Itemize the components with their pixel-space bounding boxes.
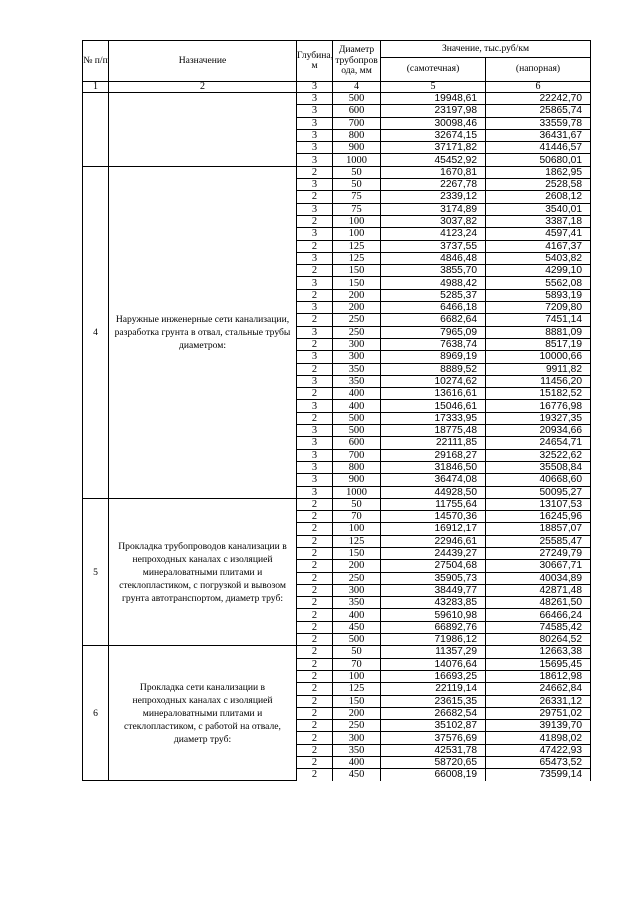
depth-cell: 3 bbox=[297, 425, 333, 437]
depth-cell: 2 bbox=[297, 560, 333, 572]
gravity-value-cell: 5285,37 bbox=[381, 289, 486, 301]
pressure-value-cell: 15695,45 bbox=[486, 658, 591, 670]
diameter-cell: 125 bbox=[333, 240, 381, 252]
gravity-value-cell: 71986,12 bbox=[381, 634, 486, 646]
pressure-value-cell: 50095,27 bbox=[486, 486, 591, 498]
depth-cell: 2 bbox=[297, 388, 333, 400]
gravity-value-cell: 2267,78 bbox=[381, 179, 486, 191]
pressure-value-cell: 13107,53 bbox=[486, 498, 591, 510]
pressure-value-cell: 7451,14 bbox=[486, 314, 591, 326]
depth-cell: 2 bbox=[297, 732, 333, 744]
depth-cell: 2 bbox=[297, 314, 333, 326]
gravity-value-cell: 7965,09 bbox=[381, 326, 486, 338]
pressure-value-cell: 36431,67 bbox=[486, 129, 591, 141]
pressure-value-cell: 8881,09 bbox=[486, 326, 591, 338]
depth-cell: 2 bbox=[297, 695, 333, 707]
depth-cell: 2 bbox=[297, 683, 333, 695]
depth-cell: 3 bbox=[297, 400, 333, 412]
diameter-cell: 250 bbox=[333, 572, 381, 584]
depth-cell: 2 bbox=[297, 670, 333, 682]
diameter-cell: 100 bbox=[333, 215, 381, 227]
pressure-value-cell: 27249,79 bbox=[486, 547, 591, 559]
depth-cell: 3 bbox=[297, 486, 333, 498]
pressure-value-cell: 74585,42 bbox=[486, 621, 591, 633]
depth-cell: 2 bbox=[297, 166, 333, 178]
table-row bbox=[83, 166, 591, 178]
table-body bbox=[83, 93, 591, 781]
gravity-value-cell: 4123,24 bbox=[381, 228, 486, 240]
diameter-cell: 350 bbox=[333, 597, 381, 609]
pressure-value-cell: 32522,62 bbox=[486, 449, 591, 461]
depth-cell: 2 bbox=[297, 757, 333, 769]
pressure-value-cell: 16245,96 bbox=[486, 511, 591, 523]
diameter-cell: 150 bbox=[333, 547, 381, 559]
gravity-value-cell: 3174,89 bbox=[381, 203, 486, 215]
gravity-value-cell: 3737,55 bbox=[381, 240, 486, 252]
pressure-value-cell: 29751,02 bbox=[486, 707, 591, 719]
depth-cell: 3 bbox=[297, 129, 333, 141]
pressure-value-cell: 2528,58 bbox=[486, 179, 591, 191]
index-cell: 5 bbox=[381, 82, 486, 93]
diameter-cell: 700 bbox=[333, 449, 381, 461]
diameter-cell: 50 bbox=[333, 166, 381, 178]
depth-cell: 2 bbox=[297, 215, 333, 227]
gravity-value-cell: 18775,48 bbox=[381, 425, 486, 437]
depth-cell: 3 bbox=[297, 437, 333, 449]
diameter-cell: 100 bbox=[333, 670, 381, 682]
gravity-value-cell: 31846,50 bbox=[381, 461, 486, 473]
gravity-value-cell: 45452,92 bbox=[381, 154, 486, 166]
header-depth: Глубина, м bbox=[297, 41, 333, 82]
diameter-cell: 300 bbox=[333, 732, 381, 744]
depth-cell: 2 bbox=[297, 289, 333, 301]
diameter-cell: 350 bbox=[333, 744, 381, 756]
pressure-value-cell: 40668,60 bbox=[486, 474, 591, 486]
pressure-value-cell: 66466,24 bbox=[486, 609, 591, 621]
header-gravity: (самотечная) bbox=[381, 58, 486, 82]
gravity-value-cell: 17333,95 bbox=[381, 412, 486, 424]
pressure-value-cell: 7209,80 bbox=[486, 302, 591, 314]
group-description: Наружные инженерные сети канализации, разработка грунта в отвал, стальные трубы диаметром: bbox=[109, 166, 297, 498]
pressure-value-cell: 50680,01 bbox=[486, 154, 591, 166]
gravity-value-cell: 2339,12 bbox=[381, 191, 486, 203]
diameter-cell: 50 bbox=[333, 179, 381, 191]
diameter-cell: 250 bbox=[333, 720, 381, 732]
depth-cell: 2 bbox=[297, 535, 333, 547]
header-value-group: Значение, тыс.руб/км bbox=[381, 41, 591, 58]
table-row bbox=[83, 646, 591, 658]
gravity-value-cell: 6682,64 bbox=[381, 314, 486, 326]
depth-cell: 3 bbox=[297, 375, 333, 387]
gravity-value-cell: 58720,65 bbox=[381, 757, 486, 769]
gravity-value-cell: 4846,48 bbox=[381, 252, 486, 264]
diameter-cell: 50 bbox=[333, 646, 381, 658]
depth-cell: 3 bbox=[297, 93, 333, 105]
group-number: 6 bbox=[83, 646, 109, 781]
pressure-value-cell: 19327,35 bbox=[486, 412, 591, 424]
depth-cell: 3 bbox=[297, 203, 333, 215]
gravity-value-cell: 35102,87 bbox=[381, 720, 486, 732]
depth-cell: 3 bbox=[297, 461, 333, 473]
gravity-value-cell: 44928,50 bbox=[381, 486, 486, 498]
pressure-value-cell: 47422,93 bbox=[486, 744, 591, 756]
depth-cell: 2 bbox=[297, 621, 333, 633]
gravity-value-cell: 14076,64 bbox=[381, 658, 486, 670]
pressure-value-cell: 24662,84 bbox=[486, 683, 591, 695]
diameter-cell: 200 bbox=[333, 560, 381, 572]
diameter-cell: 900 bbox=[333, 474, 381, 486]
diameter-cell: 800 bbox=[333, 461, 381, 473]
group-number: 5 bbox=[83, 498, 109, 646]
gravity-value-cell: 38449,77 bbox=[381, 584, 486, 596]
gravity-value-cell: 11755,64 bbox=[381, 498, 486, 510]
depth-cell: 2 bbox=[297, 412, 333, 424]
depth-cell: 3 bbox=[297, 474, 333, 486]
pressure-value-cell: 15182,52 bbox=[486, 388, 591, 400]
gravity-value-cell: 22946,61 bbox=[381, 535, 486, 547]
diameter-cell: 500 bbox=[333, 425, 381, 437]
gravity-value-cell: 29168,27 bbox=[381, 449, 486, 461]
group-number: 4 bbox=[83, 166, 109, 498]
gravity-value-cell: 1670,81 bbox=[381, 166, 486, 178]
pressure-value-cell: 35508,84 bbox=[486, 461, 591, 473]
pressure-value-cell: 5562,08 bbox=[486, 277, 591, 289]
depth-cell: 2 bbox=[297, 547, 333, 559]
gravity-value-cell: 19948,61 bbox=[381, 93, 486, 105]
gravity-value-cell: 36474,08 bbox=[381, 474, 486, 486]
depth-cell: 2 bbox=[297, 658, 333, 670]
gravity-value-cell: 22111,85 bbox=[381, 437, 486, 449]
gravity-value-cell: 22119,14 bbox=[381, 683, 486, 695]
depth-cell: 2 bbox=[297, 597, 333, 609]
depth-cell: 3 bbox=[297, 449, 333, 461]
diameter-cell: 250 bbox=[333, 326, 381, 338]
diameter-cell: 200 bbox=[333, 302, 381, 314]
gravity-value-cell: 15046,61 bbox=[381, 400, 486, 412]
depth-cell: 2 bbox=[297, 523, 333, 535]
pressure-value-cell: 11456,20 bbox=[486, 375, 591, 387]
depth-cell: 2 bbox=[297, 511, 333, 523]
gravity-value-cell: 35905,73 bbox=[381, 572, 486, 584]
header-diameter: Диаметр трубопров ода, мм bbox=[333, 41, 381, 82]
depth-cell: 2 bbox=[297, 720, 333, 732]
gravity-value-cell: 8969,19 bbox=[381, 351, 486, 363]
pressure-value-cell: 1862,95 bbox=[486, 166, 591, 178]
diameter-cell: 600 bbox=[333, 105, 381, 117]
index-cell: 3 bbox=[297, 82, 333, 93]
pressure-value-cell: 5893,19 bbox=[486, 289, 591, 301]
pressure-value-cell: 12663,38 bbox=[486, 646, 591, 658]
gravity-value-cell: 43283,85 bbox=[381, 597, 486, 609]
diameter-cell: 150 bbox=[333, 277, 381, 289]
diameter-cell: 300 bbox=[333, 338, 381, 350]
diameter-cell: 800 bbox=[333, 129, 381, 141]
diameter-cell: 450 bbox=[333, 621, 381, 633]
depth-cell: 2 bbox=[297, 646, 333, 658]
diameter-cell: 50 bbox=[333, 498, 381, 510]
diameter-cell: 75 bbox=[333, 191, 381, 203]
gravity-value-cell: 23197,98 bbox=[381, 105, 486, 117]
pressure-value-cell: 26331,12 bbox=[486, 695, 591, 707]
depth-cell: 2 bbox=[297, 769, 333, 781]
pressure-value-cell: 41446,57 bbox=[486, 142, 591, 154]
depth-cell: 2 bbox=[297, 707, 333, 719]
depth-cell: 2 bbox=[297, 744, 333, 756]
pressure-value-cell: 4299,10 bbox=[486, 265, 591, 277]
group-description bbox=[109, 93, 297, 167]
depth-cell: 3 bbox=[297, 351, 333, 363]
diameter-cell: 125 bbox=[333, 252, 381, 264]
depth-cell: 2 bbox=[297, 609, 333, 621]
pressure-value-cell: 25865,74 bbox=[486, 105, 591, 117]
gravity-value-cell: 14570,36 bbox=[381, 511, 486, 523]
table-row bbox=[83, 93, 591, 105]
gravity-value-cell: 3855,70 bbox=[381, 265, 486, 277]
gravity-value-cell: 42531,78 bbox=[381, 744, 486, 756]
diameter-cell: 500 bbox=[333, 634, 381, 646]
depth-cell: 2 bbox=[297, 338, 333, 350]
pressure-value-cell: 2608,12 bbox=[486, 191, 591, 203]
pressure-value-cell: 10000,66 bbox=[486, 351, 591, 363]
gravity-value-cell: 30098,46 bbox=[381, 117, 486, 129]
gravity-value-cell: 6466,18 bbox=[381, 302, 486, 314]
depth-cell: 2 bbox=[297, 498, 333, 510]
pressure-value-cell: 48261,50 bbox=[486, 597, 591, 609]
table-row bbox=[83, 498, 591, 510]
pressure-value-cell: 40034,89 bbox=[486, 572, 591, 584]
diameter-cell: 200 bbox=[333, 289, 381, 301]
diameter-cell: 70 bbox=[333, 658, 381, 670]
diameter-cell: 400 bbox=[333, 400, 381, 412]
depth-cell: 3 bbox=[297, 154, 333, 166]
pressure-value-cell: 9911,82 bbox=[486, 363, 591, 375]
depth-cell: 3 bbox=[297, 302, 333, 314]
pressure-value-cell: 20934,66 bbox=[486, 425, 591, 437]
diameter-cell: 150 bbox=[333, 265, 381, 277]
depth-cell: 2 bbox=[297, 265, 333, 277]
depth-cell: 2 bbox=[297, 191, 333, 203]
table-header bbox=[83, 41, 591, 93]
depth-cell: 2 bbox=[297, 634, 333, 646]
pressure-value-cell: 8517,19 bbox=[486, 338, 591, 350]
gravity-value-cell: 10274,62 bbox=[381, 375, 486, 387]
gravity-value-cell: 3037,82 bbox=[381, 215, 486, 227]
depth-cell: 2 bbox=[297, 240, 333, 252]
diameter-cell: 400 bbox=[333, 388, 381, 400]
pressure-value-cell: 22242,70 bbox=[486, 93, 591, 105]
header-pressure: (напорная) bbox=[486, 58, 591, 82]
header-num: № п/п bbox=[83, 41, 109, 82]
gravity-value-cell: 66892,76 bbox=[381, 621, 486, 633]
gravity-value-cell: 23615,35 bbox=[381, 695, 486, 707]
pressure-value-cell: 3540,01 bbox=[486, 203, 591, 215]
gravity-value-cell: 27504,68 bbox=[381, 560, 486, 572]
gravity-value-cell: 59610,98 bbox=[381, 609, 486, 621]
depth-cell: 2 bbox=[297, 572, 333, 584]
group-description: Прокладка сети канализации в непроходных каналах с изоляцией минераловатными плитами и стеклопластиком, с работой на отвале, диаметр труб: bbox=[109, 646, 297, 781]
gravity-value-cell: 32674,15 bbox=[381, 129, 486, 141]
pressure-value-cell: 18857,07 bbox=[486, 523, 591, 535]
gravity-value-cell: 7638,74 bbox=[381, 338, 486, 350]
pressure-value-cell: 65473,52 bbox=[486, 757, 591, 769]
depth-cell: 3 bbox=[297, 228, 333, 240]
cost-table bbox=[82, 40, 591, 781]
depth-cell: 3 bbox=[297, 105, 333, 117]
diameter-cell: 125 bbox=[333, 683, 381, 695]
pressure-value-cell: 41898,02 bbox=[486, 732, 591, 744]
diameter-cell: 1000 bbox=[333, 154, 381, 166]
pressure-value-cell: 30667,71 bbox=[486, 560, 591, 572]
diameter-cell: 500 bbox=[333, 93, 381, 105]
diameter-cell: 450 bbox=[333, 769, 381, 781]
pressure-value-cell: 4597,41 bbox=[486, 228, 591, 240]
diameter-cell: 100 bbox=[333, 228, 381, 240]
gravity-value-cell: 13616,61 bbox=[381, 388, 486, 400]
pressure-value-cell: 73599,14 bbox=[486, 769, 591, 781]
diameter-cell: 150 bbox=[333, 695, 381, 707]
depth-cell: 3 bbox=[297, 326, 333, 338]
depth-cell: 2 bbox=[297, 363, 333, 375]
depth-cell: 3 bbox=[297, 252, 333, 264]
diameter-cell: 75 bbox=[333, 203, 381, 215]
gravity-value-cell: 8889,52 bbox=[381, 363, 486, 375]
header-purpose: Назначение bbox=[109, 41, 297, 82]
gravity-value-cell: 37576,69 bbox=[381, 732, 486, 744]
pressure-value-cell: 5403,82 bbox=[486, 252, 591, 264]
pressure-value-cell: 18612,98 bbox=[486, 670, 591, 682]
gravity-value-cell: 11357,29 bbox=[381, 646, 486, 658]
pressure-value-cell: 80264,52 bbox=[486, 634, 591, 646]
group-description: Прокладка трубопроводов канализации в непроходных каналах с изоляцией минераловатными плитами и стеклопластиком, с погрузкой и вывозом грунта автотранспортом, диаметр труб: bbox=[109, 498, 297, 646]
diameter-cell: 400 bbox=[333, 757, 381, 769]
diameter-cell: 125 bbox=[333, 535, 381, 547]
diameter-cell: 500 bbox=[333, 412, 381, 424]
depth-cell: 3 bbox=[297, 142, 333, 154]
diameter-cell: 900 bbox=[333, 142, 381, 154]
document-page bbox=[82, 40, 590, 781]
gravity-value-cell: 37171,82 bbox=[381, 142, 486, 154]
diameter-cell: 600 bbox=[333, 437, 381, 449]
depth-cell: 2 bbox=[297, 584, 333, 596]
gravity-value-cell: 4988,42 bbox=[381, 277, 486, 289]
pressure-value-cell: 24654,71 bbox=[486, 437, 591, 449]
diameter-cell: 700 bbox=[333, 117, 381, 129]
gravity-value-cell: 66008,19 bbox=[381, 769, 486, 781]
pressure-value-cell: 42871,48 bbox=[486, 584, 591, 596]
index-cell: 4 bbox=[333, 82, 381, 93]
index-cell: 6 bbox=[486, 82, 591, 93]
diameter-cell: 400 bbox=[333, 609, 381, 621]
pressure-value-cell: 39139,70 bbox=[486, 720, 591, 732]
pressure-value-cell: 4167,37 bbox=[486, 240, 591, 252]
pressure-value-cell: 33559,78 bbox=[486, 117, 591, 129]
pressure-value-cell: 3387,18 bbox=[486, 215, 591, 227]
diameter-cell: 200 bbox=[333, 707, 381, 719]
gravity-value-cell: 24439,27 bbox=[381, 547, 486, 559]
gravity-value-cell: 26682,54 bbox=[381, 707, 486, 719]
depth-cell: 3 bbox=[297, 117, 333, 129]
gravity-value-cell: 16693,25 bbox=[381, 670, 486, 682]
diameter-cell: 70 bbox=[333, 511, 381, 523]
index-cell: 1 bbox=[83, 82, 109, 93]
pressure-value-cell: 25585,47 bbox=[486, 535, 591, 547]
diameter-cell: 300 bbox=[333, 351, 381, 363]
depth-cell: 3 bbox=[297, 277, 333, 289]
index-cell: 2 bbox=[109, 82, 297, 93]
diameter-cell: 250 bbox=[333, 314, 381, 326]
diameter-cell: 350 bbox=[333, 363, 381, 375]
depth-cell: 3 bbox=[297, 179, 333, 191]
pressure-value-cell: 16776,98 bbox=[486, 400, 591, 412]
header-index-row bbox=[83, 82, 591, 93]
gravity-value-cell: 16912,17 bbox=[381, 523, 486, 535]
diameter-cell: 350 bbox=[333, 375, 381, 387]
diameter-cell: 100 bbox=[333, 523, 381, 535]
diameter-cell: 300 bbox=[333, 584, 381, 596]
group-number bbox=[83, 93, 109, 167]
diameter-cell: 1000 bbox=[333, 486, 381, 498]
